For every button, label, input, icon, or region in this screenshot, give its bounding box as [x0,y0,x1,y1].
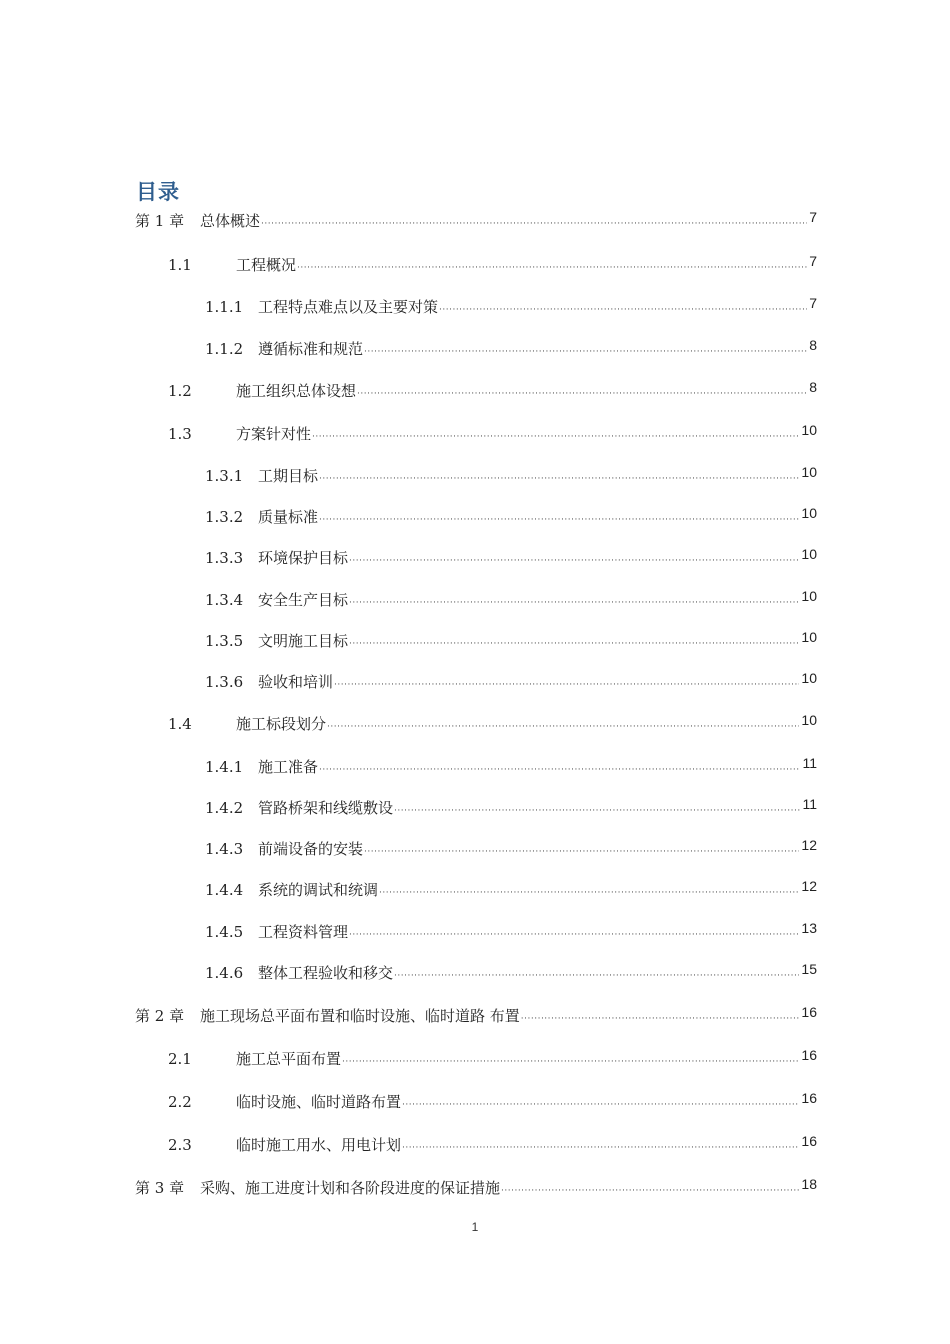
toc-entry-page: 16 [801,1090,817,1106]
dot-leader [501,1178,799,1198]
dot-leader [349,548,799,568]
toc-entry-page: 10 [801,712,817,728]
toc-entry-label: 系统的调试和统调 [258,881,379,899]
toc-entry-page: 8 [809,379,817,395]
toc-entry-page: 15 [801,961,817,977]
toc-entry-number: 1.3.6 [205,673,244,691]
toc-entry-1-1-1[interactable] [205,297,817,317]
toc-entry-label: 临时设施、临时道路布置 [236,1093,402,1111]
dot-leader [521,1006,800,1026]
toc-entry-label: 临时施工用水、用电计划 [236,1136,402,1154]
toc-entry-label: 工程特点难点以及主要对策 [258,298,439,316]
dot-leader [334,672,799,692]
toc-entry-label: 施工准备 [258,758,319,776]
toc-entry-label: 安全生产目标 [258,591,349,609]
toc-entry-label: 环境保护目标 [258,549,349,567]
toc-entry-1-3-5[interactable] [205,631,817,651]
toc-entry-label: 质量标准 [258,508,319,526]
toc-entry-page: 10 [801,588,817,604]
toc-entry-chapter-1[interactable] [135,211,817,231]
dot-leader [379,880,799,900]
toc-entry-label: 整体工程验收和移交 [258,964,394,982]
toc-entry-1-4[interactable] [168,714,817,734]
toc-entry-page: 10 [801,670,817,686]
toc-entry-number: 1.4.6 [205,964,244,982]
toc-entry-2-3[interactable] [168,1135,817,1155]
toc-entry-1-3[interactable] [168,424,817,444]
toc-entry-1-4-4[interactable] [205,880,817,900]
dot-leader [394,798,800,818]
toc-entry-number: 1.3.2 [205,508,244,526]
toc-entry-page: 11 [802,755,817,771]
dot-leader [261,211,807,231]
toc-entry-label: 文明施工目标 [258,632,349,650]
toc-entry-page: 10 [801,422,817,438]
toc-entry-1-3-2[interactable] [205,507,817,527]
toc-entry-number: 第 2 章 [135,1007,185,1025]
dot-leader [349,631,799,651]
dot-leader [394,963,799,983]
toc-entry-label: 施工总平面布置 [236,1050,342,1068]
dot-leader [319,507,799,527]
toc-entry-page: 10 [801,505,817,521]
dot-leader [364,339,807,359]
toc-entry-number: 1.4.4 [205,881,244,899]
toc-entry-label: 总体概述 [200,212,261,230]
toc-entry-number: 1.3.4 [205,591,244,609]
dot-leader [342,1049,799,1069]
toc-entry-1-3-6[interactable] [205,672,817,692]
toc-entry-page: 16 [801,1004,817,1020]
toc-entry-number: 1.4 [168,715,192,733]
dot-leader [364,839,799,859]
toc-entry-label: 管路桥架和线缆敷设 [258,799,394,817]
toc-entry-page: 12 [801,878,817,894]
toc-entry-number: 1.4.3 [205,840,244,858]
toc-entry-number: 1.1.2 [205,340,244,358]
toc-entry-number: 1.3.1 [205,467,244,485]
toc-entry-page: 10 [801,546,817,562]
toc-entry-label: 施工现场总平面布置和临时设施、临时道路 布置 [200,1007,520,1025]
toc-entry-number: 第 1 章 [135,212,185,230]
toc-entry-1-1[interactable] [168,255,817,275]
toc-entry-number: 1.4.1 [205,758,244,776]
dot-leader [297,255,807,275]
dot-leader [327,714,799,734]
toc-entry-number: 2.2 [168,1093,192,1111]
toc-entry-page: 7 [809,209,817,225]
toc-entry-1-3-3[interactable] [205,548,817,568]
toc-entry-1-4-6[interactable] [205,963,817,983]
dot-leader [402,1135,799,1155]
toc-entry-number: 1.3.5 [205,632,244,650]
toc-entry-label: 工程资料管理 [258,923,349,941]
toc-entry-label: 验收和培训 [258,673,334,691]
toc-entry-number: 2.3 [168,1136,192,1154]
toc-entry-page: 16 [801,1047,817,1063]
dot-leader [319,757,800,777]
toc-entry-number: 1.4.2 [205,799,244,817]
dot-leader [357,381,807,401]
toc-entry-page: 12 [801,837,817,853]
toc-entry-chapter-2[interactable] [135,1006,817,1026]
toc-entry-page: 16 [801,1133,817,1149]
toc-entry-label: 施工标段划分 [236,715,327,733]
toc-entry-page: 13 [801,920,817,936]
toc-entry-number: 1.1.1 [205,298,244,316]
toc-entry-number: 1.4.5 [205,923,244,941]
dot-leader [319,466,799,486]
toc-entry-1-4-5[interactable] [205,922,817,942]
toc-entry-number: 1.3 [168,425,192,443]
toc-entry-1-4-2[interactable] [205,798,817,818]
toc-entry-1-3-1[interactable] [205,466,817,486]
toc-entry-number: 1.2 [168,382,192,400]
toc-entry-2-1[interactable] [168,1049,817,1069]
dot-leader [349,922,799,942]
toc-entry-chapter-3[interactable] [135,1178,817,1198]
toc-entry-1-4-3[interactable] [205,839,817,859]
toc-entry-1-2[interactable] [168,381,817,401]
toc-entry-1-3-4[interactable] [205,590,817,610]
toc-entry-page: 8 [809,337,817,353]
dot-leader [312,424,799,444]
toc-entry-page: 7 [809,295,817,311]
toc-entry-page: 7 [809,253,817,269]
toc-entry-label: 前端设备的安装 [258,840,364,858]
toc-entry-page: 11 [802,796,817,812]
toc-entry-number: 2.1 [168,1050,192,1068]
toc-entry-page: 10 [801,629,817,645]
page-number: 1 [471,1220,479,1234]
toc-entry-page: 18 [801,1176,817,1192]
toc-entry-label: 工程概况 [236,256,297,274]
toc-entry-label: 遵循标准和规范 [258,340,364,358]
toc-title: 目录 [136,180,180,204]
toc-entry-2-2[interactable] [168,1092,817,1112]
dot-leader [402,1092,799,1112]
toc-entry-page: 10 [801,464,817,480]
toc-entry-number: 第 3 章 [135,1179,185,1197]
toc-entry-number: 1.3.3 [205,549,244,567]
toc-entry-number: 1.1 [168,256,192,274]
toc-entry-label: 工期目标 [258,467,319,485]
toc-entry-1-4-1[interactable] [205,757,817,777]
toc-entry-1-1-2[interactable] [205,339,817,359]
toc-entry-label: 方案针对性 [236,425,312,443]
toc-entry-label: 采购、施工进度计划和各阶段进度的保证措施 [200,1179,501,1197]
dot-leader [349,590,799,610]
toc-entry-label: 施工组织总体设想 [236,382,357,400]
dot-leader [439,297,807,317]
